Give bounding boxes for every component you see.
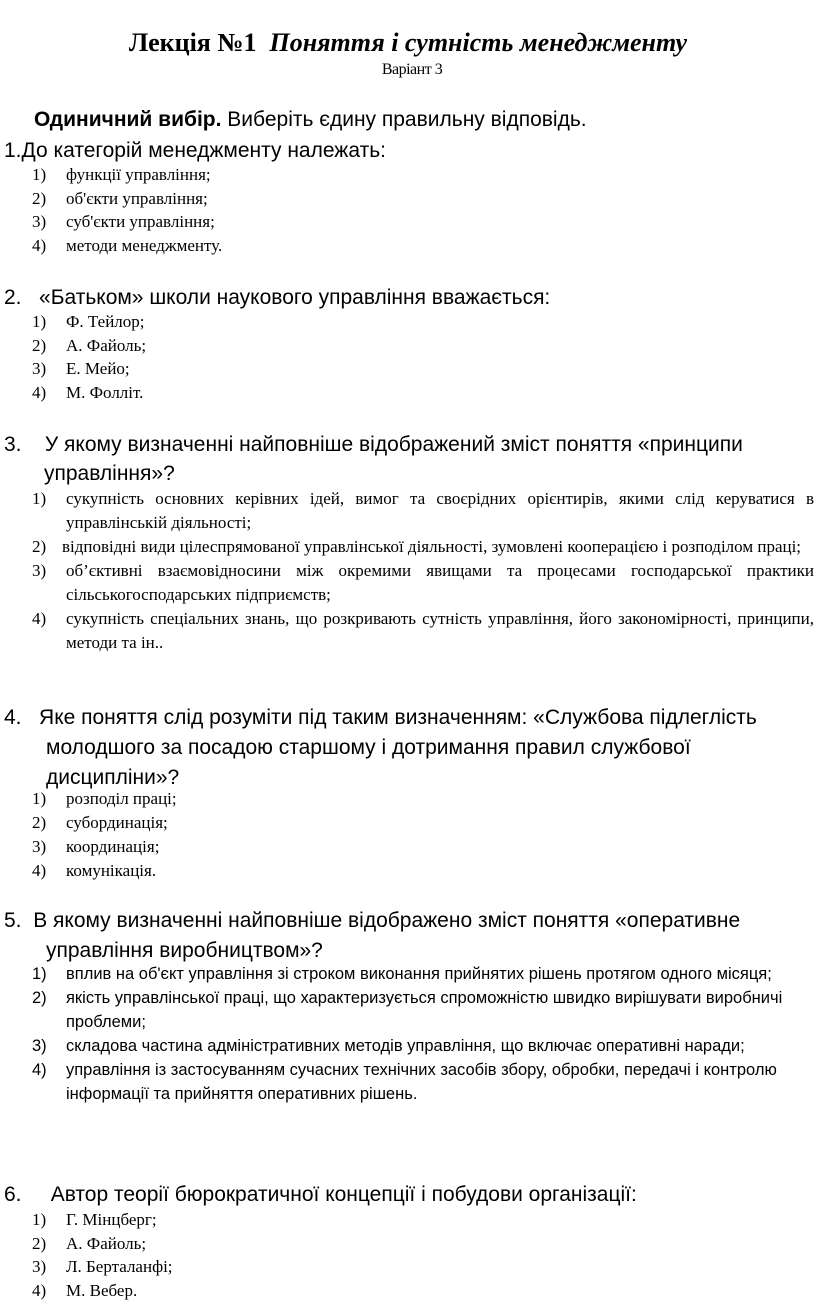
option-number: 1) — [32, 489, 47, 508]
option-number: 4) — [32, 861, 47, 880]
question-4-options — [32, 787, 802, 883]
option — [32, 1208, 802, 1232]
option — [32, 1232, 802, 1256]
question-2-options — [32, 310, 802, 404]
option — [32, 357, 802, 381]
question-5-options — [32, 962, 816, 1106]
option — [32, 559, 814, 607]
option-number: 3) — [32, 359, 47, 378]
option-text: методи менеджменту. — [66, 235, 223, 255]
question-5 — [4, 906, 816, 966]
option-number: 1) — [32, 789, 47, 808]
option-number: 3) — [32, 561, 47, 580]
question-text: «Батьком» школи наукового управління вважається: — [39, 286, 551, 309]
option — [32, 835, 802, 859]
option-text: відповідні види цілеспрямованої управлінської діяльності, зумовлені кооперацією і розподілом праці; — [62, 537, 802, 556]
option-number: 4) — [32, 235, 47, 255]
option-text: об’єктивні взаємовідносини між окремими явищами та процесами господарської практики сільськогосподарських підприємств; — [66, 561, 814, 604]
option — [32, 962, 816, 986]
option — [32, 234, 802, 258]
option — [32, 1279, 802, 1303]
option — [32, 210, 802, 234]
question-text: Яке поняття слід розуміти під таким визначенням: «Службова підлеглість молодшого за посадою старшому і дотримання правил службової дисципліни»? — [39, 706, 757, 789]
instruction — [34, 106, 587, 134]
option-text: складова частина адміністративних методів управління, що включає оперативні наради; — [66, 1037, 745, 1055]
question-3-options — [32, 487, 814, 655]
question-number: 3. — [4, 433, 22, 456]
option-number: 4) — [32, 382, 47, 402]
question-number: 2. — [4, 286, 22, 309]
option-text: А. Файоль; — [66, 1233, 147, 1253]
option-text: сукупність спеціальних знань, що розкривають сутність управління, його закономірності, принципи, методи та ін.. — [66, 609, 814, 652]
option-text: Ф. Тейлор; — [66, 312, 145, 331]
option — [32, 187, 802, 211]
option — [32, 310, 802, 334]
question-number: 1. — [4, 139, 22, 162]
question-text: До категорій менеджменту належать: — [21, 139, 386, 162]
question-3 — [4, 430, 814, 488]
question-text: Автор теорії бюрократичної концепції і побудови організації: — [50, 1183, 637, 1206]
question-number: 5. — [4, 909, 22, 932]
question-2 — [4, 283, 804, 312]
option-number: 2) — [32, 1233, 47, 1253]
option-number: 3) — [32, 1037, 47, 1055]
option — [32, 859, 802, 883]
option-text: М. Вебер. — [66, 1280, 138, 1300]
option-text: М. Фолліт. — [66, 382, 144, 402]
option — [32, 381, 802, 405]
option-number: 4) — [32, 1280, 47, 1300]
option — [32, 334, 802, 358]
question-text: В якому визначенні найповніше відображено зміст поняття «оперативне управління виробництвом»? — [33, 909, 741, 962]
option-text: субординація; — [66, 813, 168, 832]
question-6-options — [32, 1208, 802, 1302]
option-text: розподіл праці; — [66, 789, 177, 808]
question-1 — [4, 136, 804, 165]
option-number: 2) — [32, 989, 47, 1007]
option — [32, 535, 814, 559]
option-text: А. Файоль; — [66, 335, 147, 355]
option-number: 3) — [32, 1257, 47, 1276]
option-number: 1) — [32, 312, 47, 331]
option — [32, 163, 802, 187]
option-text: вплив на об'єкт управління зі строком виконання прийнятих рішень протягом одного місяця; — [66, 965, 772, 983]
option — [32, 487, 814, 535]
option — [32, 787, 802, 811]
question-6 — [4, 1180, 814, 1209]
option-text: функції управління; — [66, 165, 211, 184]
page-title — [0, 28, 816, 58]
option-text: Е. Мейо; — [66, 359, 130, 378]
question-1-options — [32, 163, 802, 257]
question-4 — [4, 703, 816, 793]
option — [32, 1058, 816, 1106]
lecture-topic: Поняття і сутність менеджменту — [269, 28, 688, 57]
option-number: 3) — [32, 837, 47, 856]
option-number: 4) — [32, 609, 47, 628]
option-number: 2) — [32, 537, 47, 556]
option-number: 3) — [32, 212, 47, 231]
question-number: 4. — [4, 706, 22, 729]
option-text: координація; — [66, 837, 160, 856]
option-number: 1) — [32, 165, 47, 184]
question-number: 6. — [4, 1183, 22, 1206]
option-number: 1) — [32, 1210, 47, 1229]
lecture-number: Лекція №1 — [128, 28, 257, 57]
option — [32, 811, 802, 835]
option-text: суб'єкти управління; — [66, 212, 215, 231]
option — [32, 1034, 816, 1058]
option-text: комунікація. — [66, 861, 157, 880]
option — [32, 986, 816, 1034]
option-text: якість управлінської праці, що характеризується спроможністю швидко вирішувати виробничі проблеми; — [66, 989, 783, 1031]
instruction-heading: Одиничний вибір. — [34, 108, 222, 131]
document-header — [0, 28, 816, 80]
option-text: Г. Мінцберг; — [66, 1210, 157, 1229]
option-text: об'єкти управління; — [66, 188, 208, 208]
option — [32, 607, 814, 655]
option-number: 4) — [32, 1061, 47, 1079]
option-number: 2) — [32, 335, 47, 355]
option-text: сукупність основних керівних ідей, вимог та своєрідних орієнтирів, якими слід керуватися в управлінській діяльності; — [66, 489, 814, 532]
variant-label: Варіант 3 — [381, 61, 443, 78]
option-number: 2) — [32, 188, 47, 208]
option-number: 1) — [32, 965, 47, 983]
question-text: У якому визначенні найповніше відображений зміст поняття «принципи управління»? — [44, 433, 743, 485]
option — [32, 1255, 802, 1279]
option-text: управління із застосуванням сучасних технічних засобів збору, обробки, передачі і контролю інформації та прийняття оперативних рішень. — [66, 1061, 777, 1103]
instruction-text: Виберіть єдину правильну відповідь. — [221, 108, 587, 131]
option-text: Л. Берталанфі; — [66, 1257, 173, 1276]
option-number: 2) — [32, 813, 47, 832]
